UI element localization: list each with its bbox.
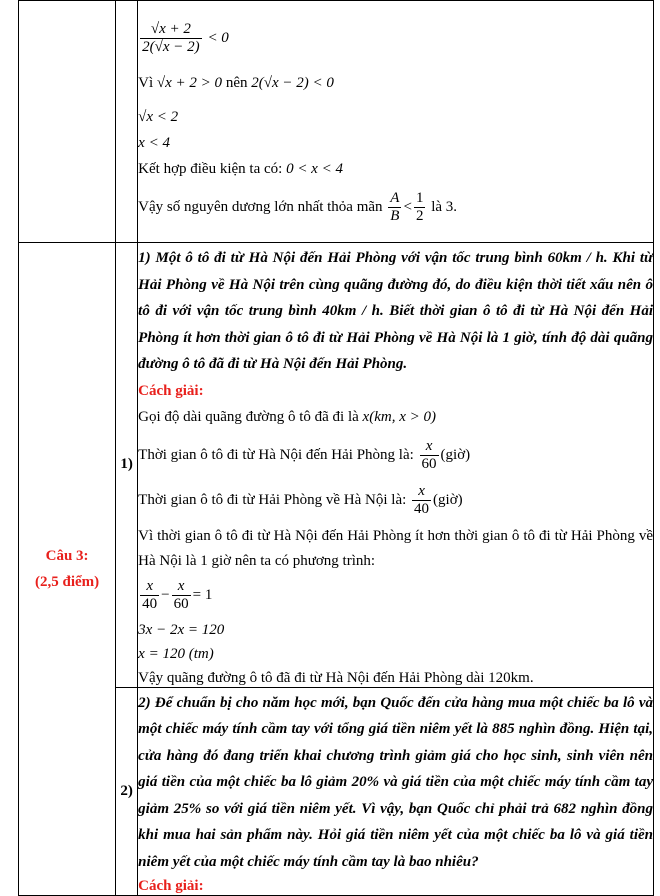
question-points: (2,5 điểm): [34, 574, 100, 590]
vi-line: Vì √x + 2 > 0 nên 2(√x − 2) < 0: [138, 75, 334, 91]
question-label-cell: [19, 243, 116, 896]
previous-solution-row: [19, 1, 654, 243]
fraction: $\frac{√x + 2}{2(√x - 2)}$: [142, 21, 200, 55]
question-3-part-1-row: [19, 243, 654, 688]
part-2-label: 2): [116, 687, 138, 896]
equation-3: x = 120 (tm): [138, 645, 214, 662]
part-1-problem: 1) Một ô tô đi từ Hà Nội đến Hải Phòng với vận tốc trung bình 60km / h. Khi từ Hải Phòng về Hà Nội trên cùng quãng đường đó, do điều kiện thời tiết xấu nên ô tô đi với vận tốc trung bình 40km / h. Biết thời gian ô tô đi từ Hà Nội đến Hải Phòng ít hơn thời gian ô tô đi từ Hải Phòng về Hà Nội là 1 giờ, tính độ dài quãng đường ô tô đã đi từ Hà Nội đến Hải Phòng.: [138, 250, 653, 372]
time-2-line: Thời gian ô tô đi từ Hải Phòng về Hà Nội là: $\frac{x}{40}$ (giờ): [138, 482, 463, 517]
equation-2: 3x − 2x = 120: [138, 621, 225, 638]
previous-solution-content: [138, 1, 654, 243]
part-1-label: 1): [116, 243, 138, 688]
part-2-content: [138, 687, 654, 896]
vay-line: Vậy số nguyên dương lớn nhất thỏa mãn $\frac{A}{B}$ < $\frac{1}{2}$ là 3.: [138, 190, 458, 224]
conclusion: Vậy quãng đường ô tô đã đi từ Hà Nội đến Hải Phòng dài 120km.: [138, 669, 534, 686]
goi-line: Gọi độ dài quãng đường ô tô đã đi là x(km, x > 0): [138, 408, 436, 425]
part-2-problem: 2) Để chuẩn bị cho năm học mới, bạn Quốc đến cửa hàng mua một chiếc ba lô và một chiếc máy tính cầm tay với tổng giá tiền niêm yết là 885 nghìn đồng. Hiện tại, cửa hàng đó đang triển khai chương trình giảm giá cho học sinh, sinh viên nên giá tiền của một chiếc ba lô giảm 20% và giá tiền của một chiếc máy tính cầm tay giảm 25% so với giá tiền niêm yết. Vì vậy, bạn Quốc chỉ phải trả 682 nghìn đồng khi mua hai sản phẩm này. Hỏi giá tiền niêm yết của một chiếc ba lô và giá tiền niêm yết của một chiếc máy tính cầm tay là bao nhiêu?: [138, 694, 653, 870]
inequality-line: $\frac{√x + 2}{2(√x - 2)}$ < 0: [142, 21, 229, 55]
empty-cell-left: [19, 1, 116, 243]
part-1-content: [138, 243, 654, 688]
x-line: x < 4: [138, 135, 170, 151]
vi-text: Vì thời gian ô tô đi từ Hà Nội đến Hải Phòng ít hơn thời gian ô tô đi từ Hải Phòng về Hà Nội là 1 giờ nên ta có phương trình:: [138, 527, 653, 569]
ket-hop-line: Kết hợp điều kiện ta có: 0 < x < 4: [138, 161, 343, 177]
equation-1: $\frac{x}{40}$ − $\frac{x}{60}$ = 1: [142, 577, 213, 612]
sqrt-line: √x < 2: [138, 109, 179, 125]
time-1-line: Thời gian ô tô đi từ Hà Nội đến Hải Phòng là: $\frac{x}{60}$ (giờ): [138, 437, 471, 472]
cach-giai-2: Cách giải:: [138, 878, 204, 894]
question-title: Câu 3:: [45, 548, 89, 564]
cach-giai-1: Cách giải:: [138, 382, 204, 399]
solution-table: [18, 0, 654, 896]
empty-cell-num: [116, 1, 138, 243]
